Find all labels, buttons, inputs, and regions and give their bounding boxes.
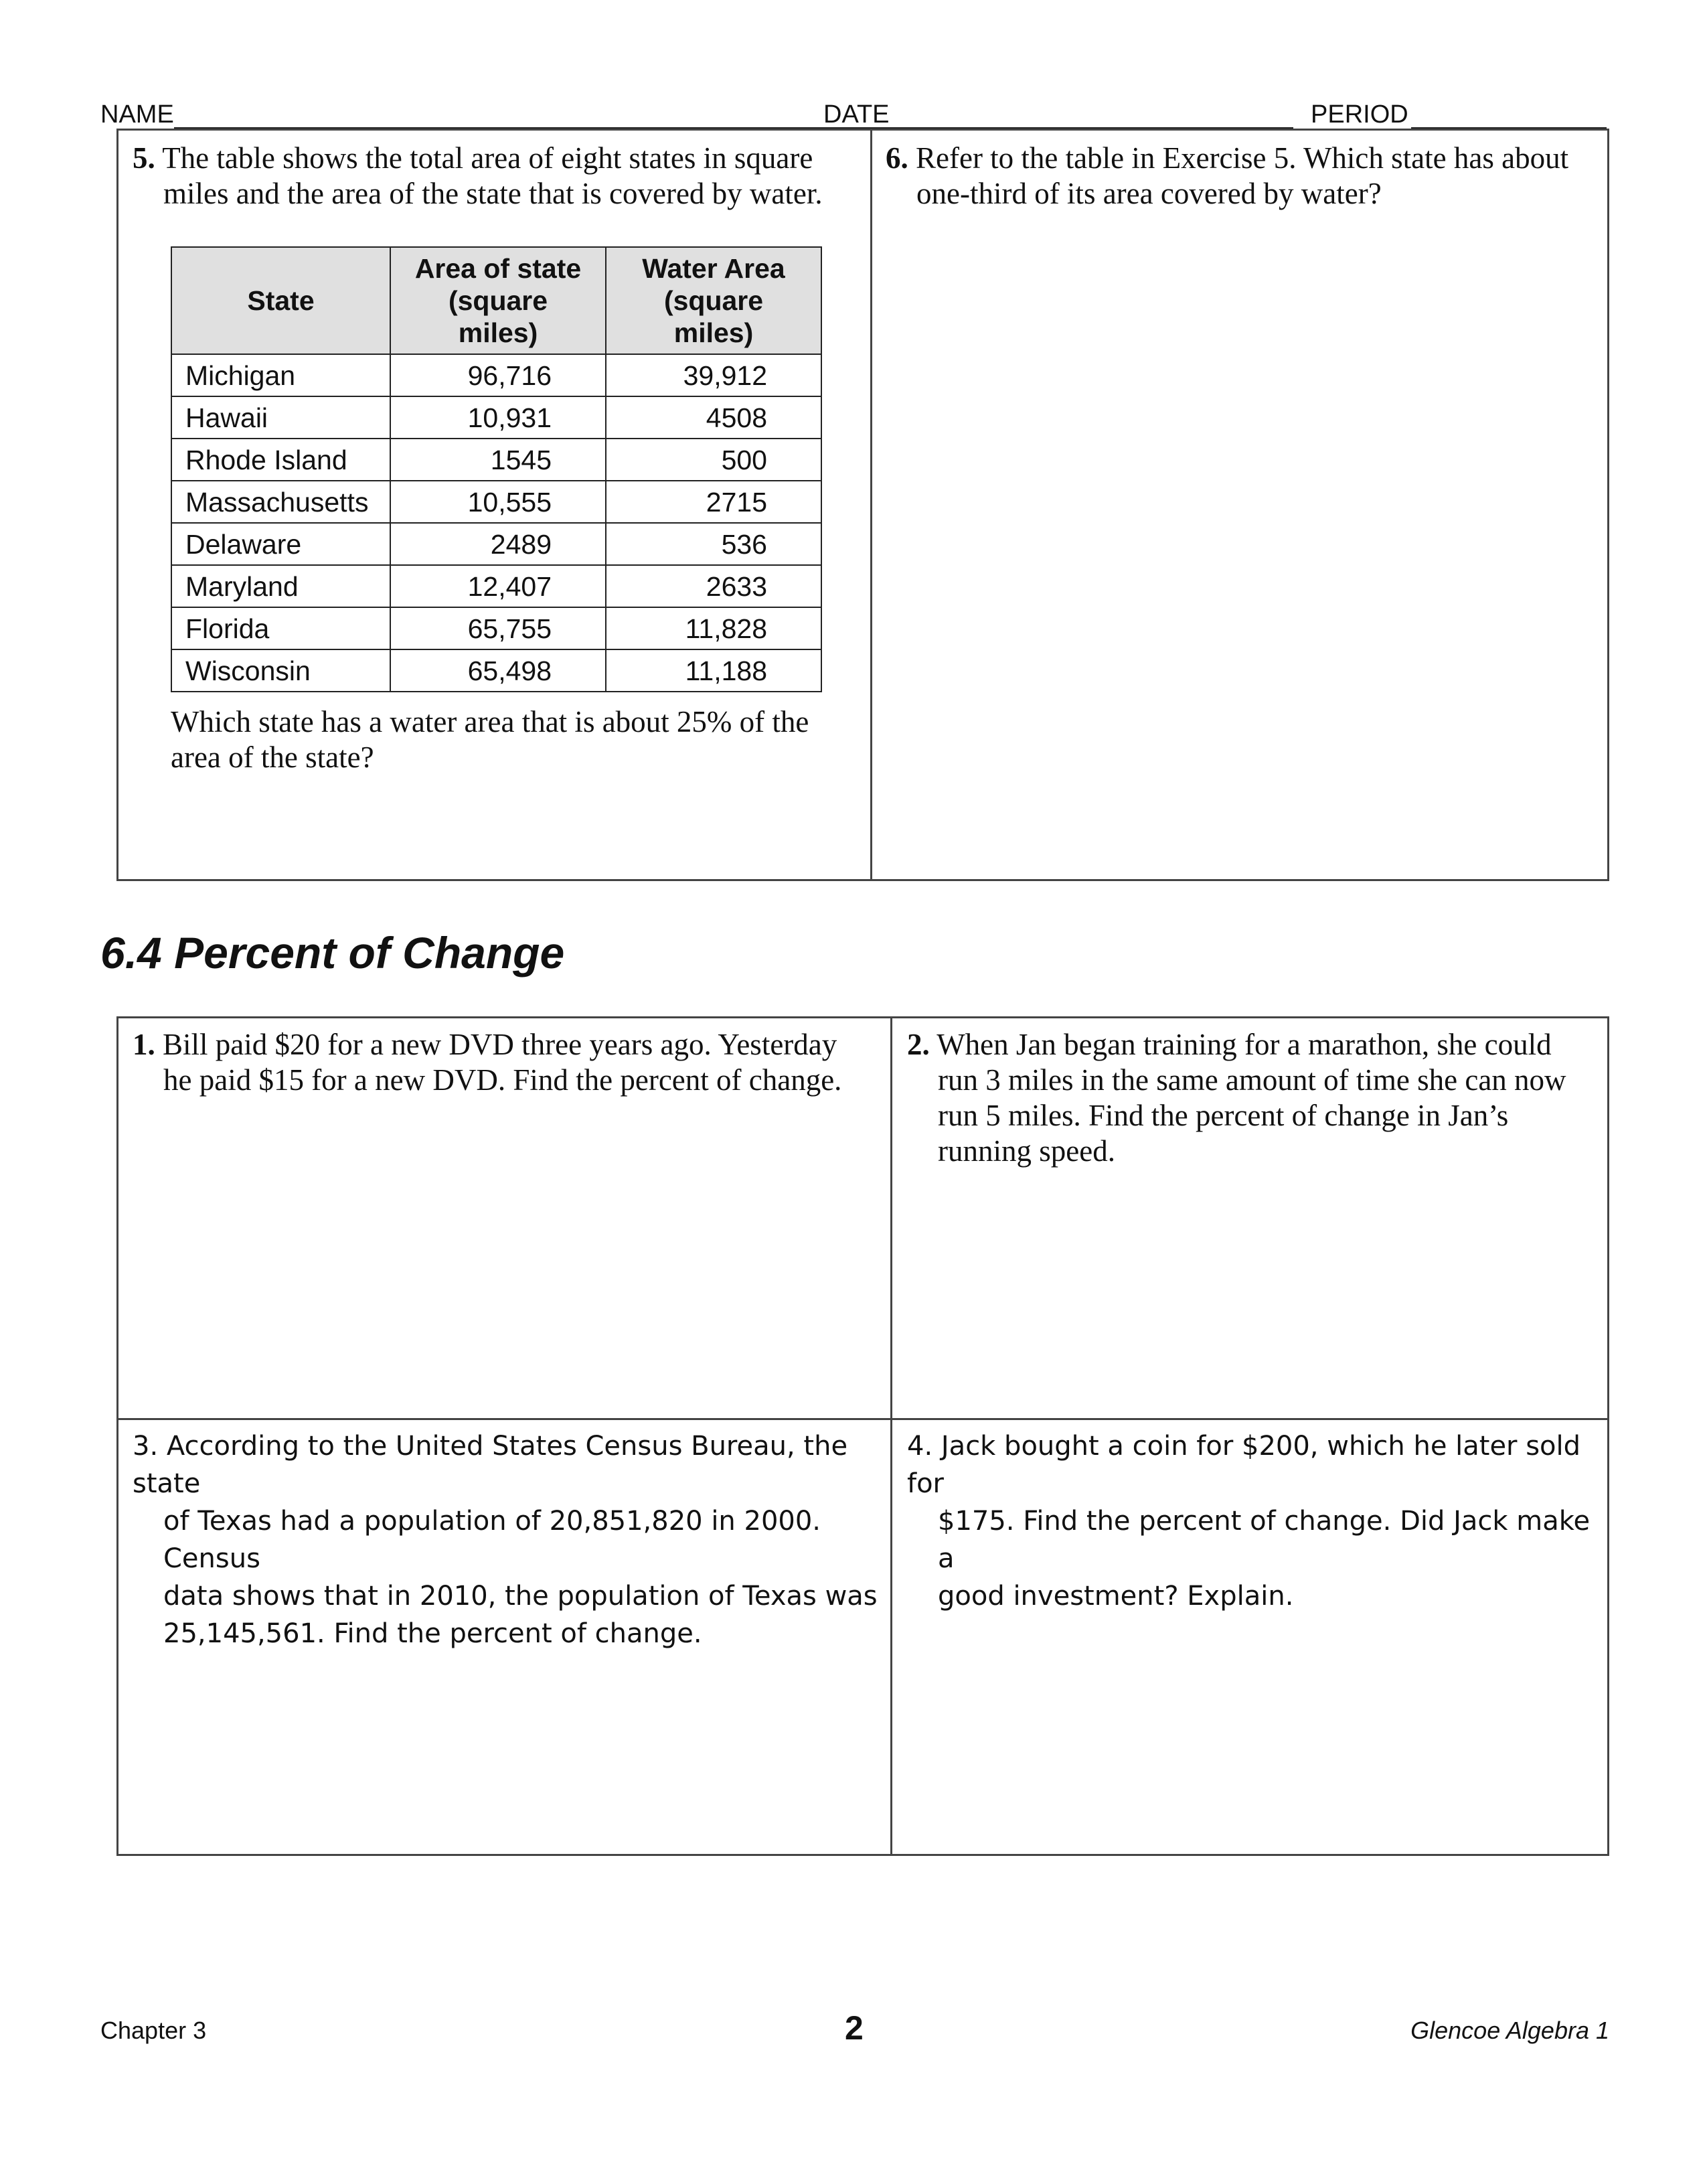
problem-3-line3: data shows that in 2010, the population of Texas was xyxy=(163,1581,878,1612)
problem-2-line4: running speed. xyxy=(938,1134,1115,1168)
exercise-6-line2: one-third of its area covered by water? xyxy=(916,177,1382,210)
problem-3-line1: 3. According to the United States Census Bureau, the state xyxy=(133,1431,848,1499)
table-row: Rhode Island 1545 500 xyxy=(171,439,821,481)
problem-1-line2: he paid $15 for a new DVD. Find the percent of change. xyxy=(163,1063,842,1097)
date-label: DATE xyxy=(823,100,890,129)
exercise-5-line2: miles and the area of the state that is covered by water. xyxy=(163,177,823,210)
problem-1-line1: Bill paid $20 for a new DVD three years ago. Yesterday xyxy=(163,1028,837,1061)
problem-1 xyxy=(133,1027,882,1098)
table-row: Delaware 2489 536 xyxy=(171,523,821,565)
problem-4-line3: good investment? Explain. xyxy=(938,1581,1294,1612)
footer-page-number: 2 xyxy=(845,2009,864,2047)
table-row: Massachusetts 10,555 2715 xyxy=(171,481,821,523)
exercise-5-question-line2: area of the state? xyxy=(171,740,374,774)
problem-2-line2: run 3 miles in the same amount of time she can now xyxy=(938,1063,1566,1097)
problem-4-line2: $175. Find the percent of change. Did Jack make a xyxy=(938,1506,1591,1574)
problem-4 xyxy=(907,1427,1603,1615)
table-row: Michigan 96,716 39,912 xyxy=(171,354,821,396)
exercise-divider xyxy=(870,129,872,881)
problem-grid-horizontal-divider xyxy=(116,1418,1609,1420)
states-area-table xyxy=(171,246,822,692)
table-header-water-area: Water Area (square miles) xyxy=(606,247,821,354)
period-label: PERIOD xyxy=(1311,100,1408,129)
exercise-6-line1: Refer to the table in Exercise 5. Which state has about xyxy=(916,141,1569,175)
table-row: Wisconsin 65,498 11,188 xyxy=(171,649,821,692)
section-title: 6.4 Percent of Change xyxy=(100,928,565,978)
exercise-5-number: 5. xyxy=(133,141,155,175)
problem-grid-vertical-divider xyxy=(890,1016,892,1856)
problem-2-number: 2. xyxy=(907,1028,930,1061)
table-row: Maryland 12,407 2633 xyxy=(171,565,821,607)
name-label: NAME xyxy=(100,100,174,129)
exercise-5-prompt xyxy=(133,141,862,212)
problem-2-line3: run 5 miles. Find the percent of change in Jan’s xyxy=(938,1099,1509,1132)
problem-4-line1: 4. Jack bought a coin for $200, which he later sold for xyxy=(907,1431,1581,1499)
exercise-6-prompt xyxy=(886,141,1602,212)
exercise-5-line1: The table shows the total area of eight states in square xyxy=(162,141,813,175)
problem-1-number: 1. xyxy=(133,1028,155,1061)
exercise-5-question-line1: Which state has a water area that is about 25% of the xyxy=(171,705,809,738)
worksheet-header xyxy=(100,100,1609,133)
footer-chapter: Chapter 3 xyxy=(100,2017,207,2044)
footer-book-title: Glencoe Algebra 1 xyxy=(1410,2017,1609,2044)
problem-3-line2: of Texas had a population of 20,851,820 in 2000. Census xyxy=(163,1506,821,1574)
table-row: Hawaii 10,931 4508 xyxy=(171,396,821,439)
table-row: Florida 65,755 11,828 xyxy=(171,607,821,649)
problem-2 xyxy=(907,1027,1603,1169)
exercise-6-number: 6. xyxy=(886,141,908,175)
table-header-area: Area of state (square miles) xyxy=(390,247,606,354)
problem-3-line4: 25,145,561. Find the percent of change. xyxy=(163,1618,702,1649)
problem-3 xyxy=(133,1427,886,1652)
exercise-5-question xyxy=(171,704,860,775)
problem-2-line1: When Jan began training for a marathon, she could xyxy=(937,1028,1552,1061)
table-header-state: State xyxy=(171,247,390,354)
